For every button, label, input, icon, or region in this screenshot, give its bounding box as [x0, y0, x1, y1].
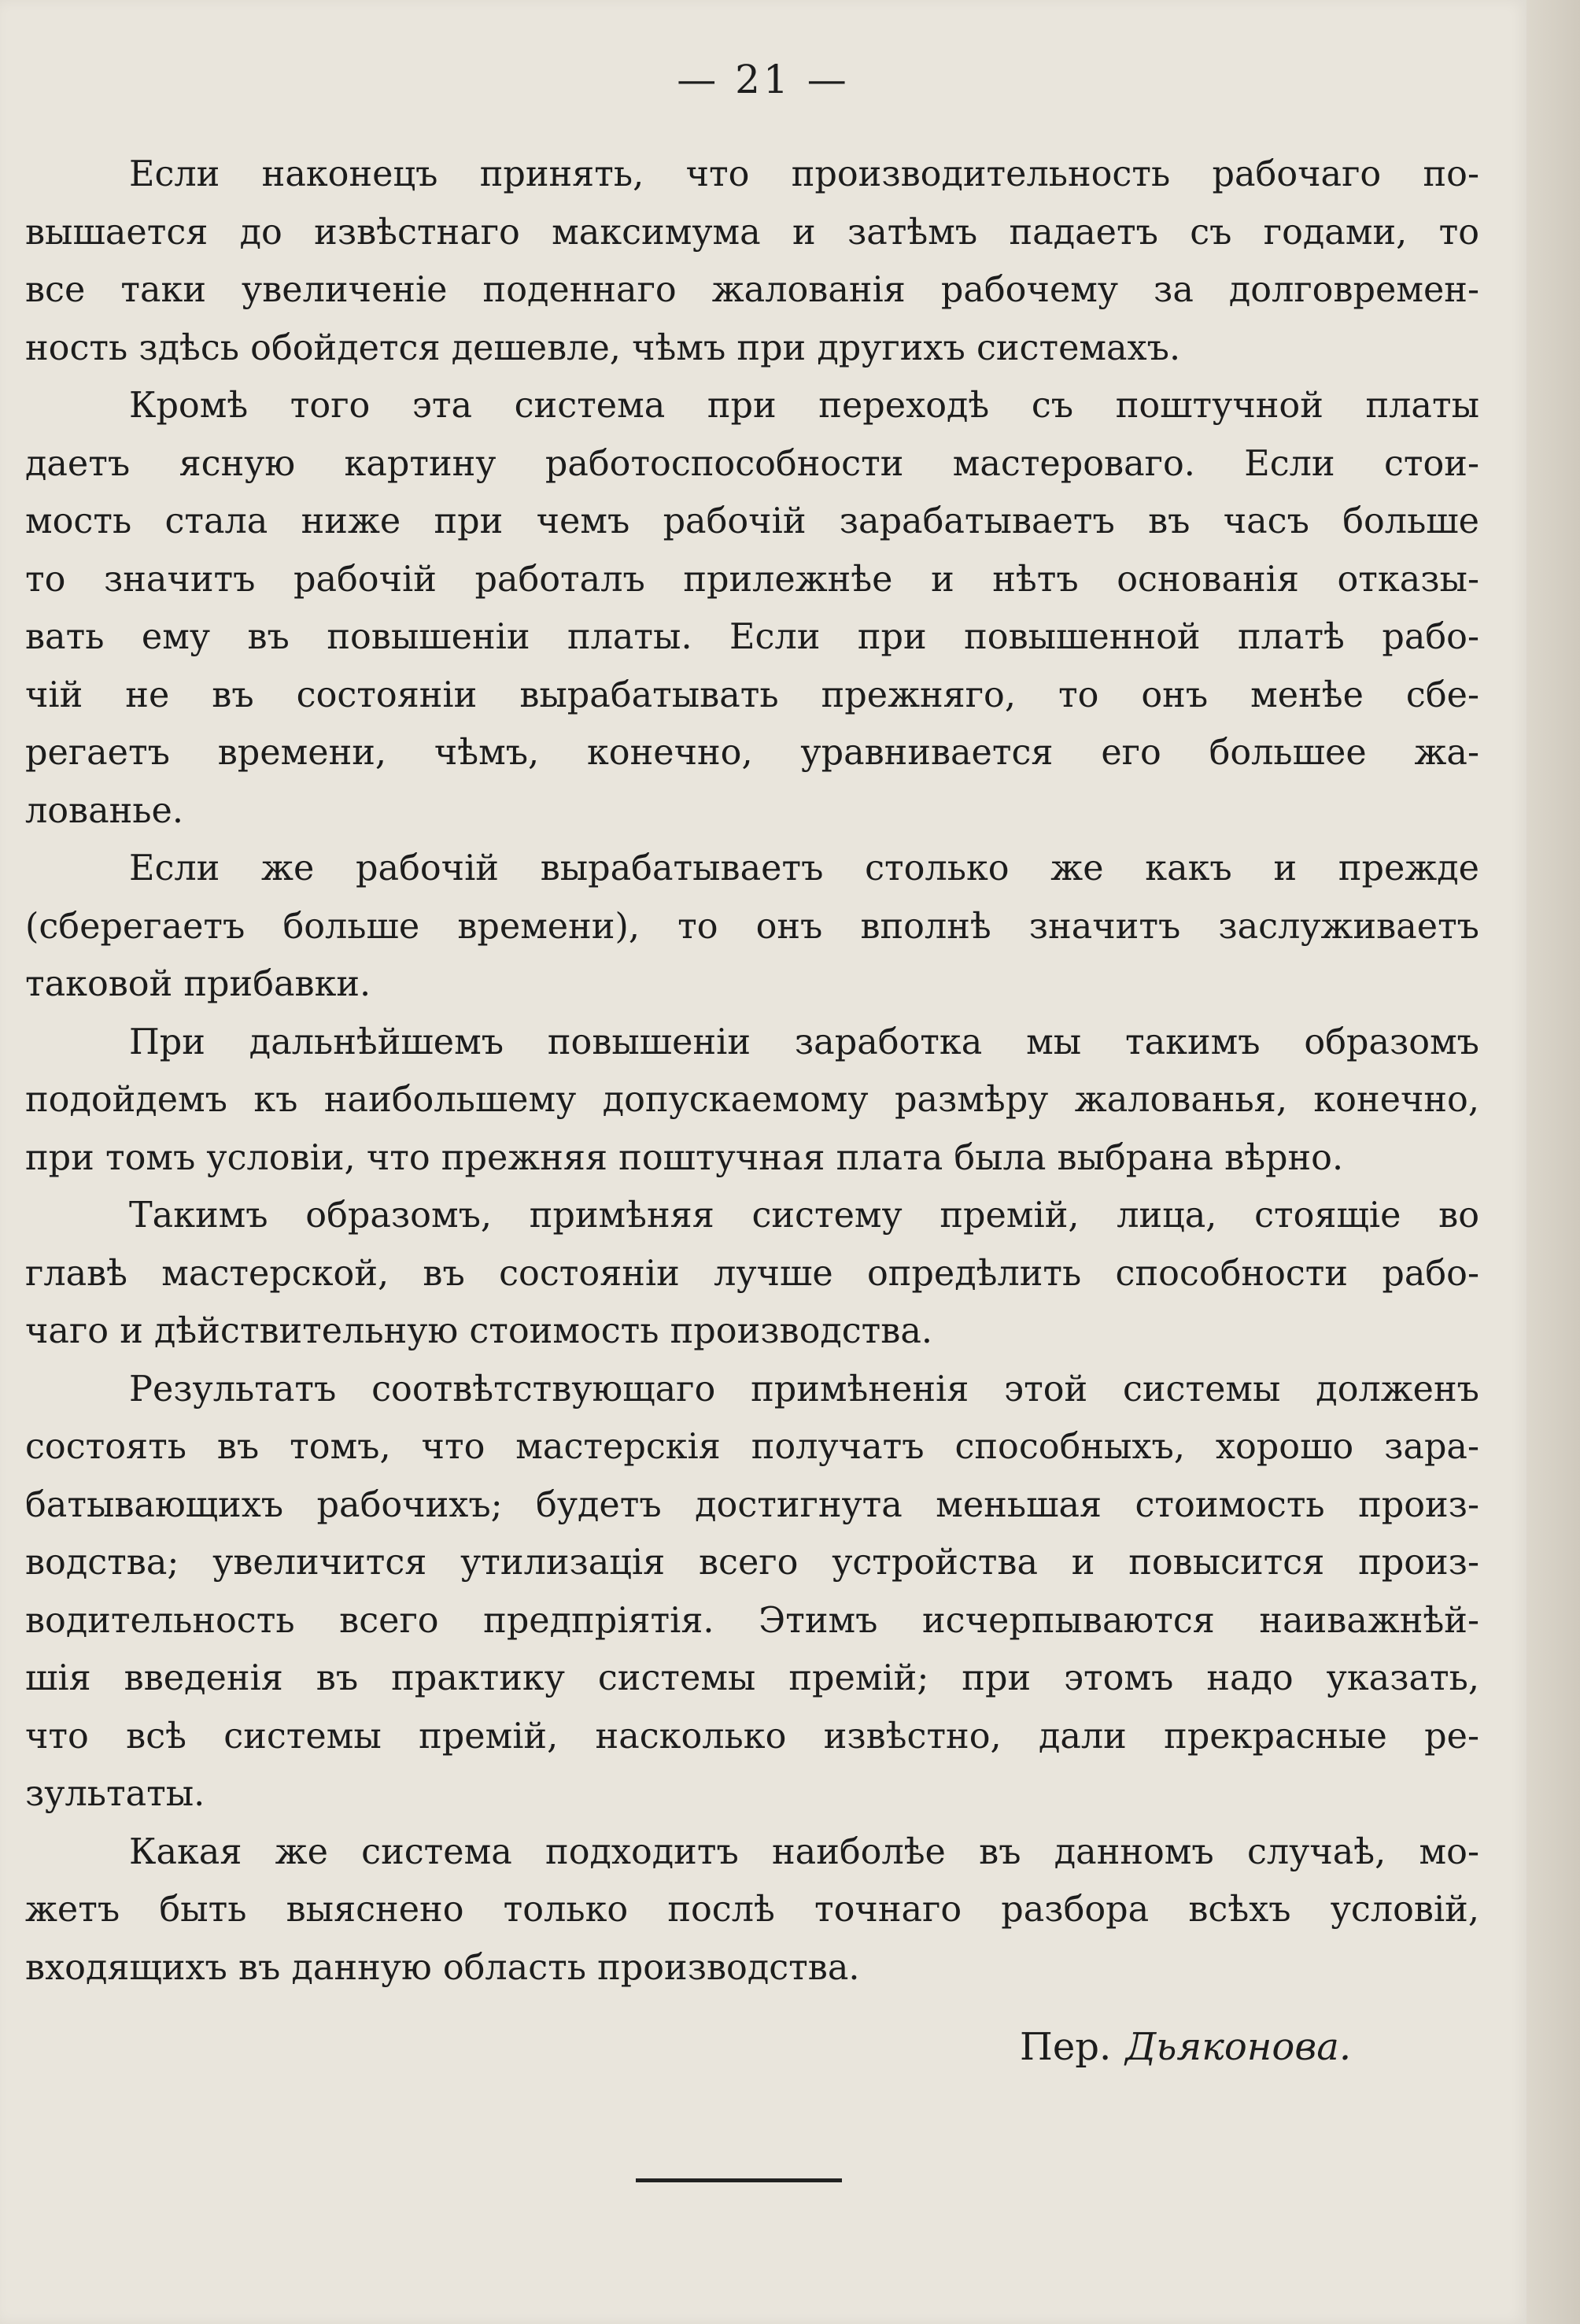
text-line: Результатъ соотвѣтствующаго примѣненія этой системы долженъ: [129, 1369, 1479, 1410]
text-line: регаетъ времени, чѣмъ, конечно, уравнивается его большее жа-: [25, 733, 1479, 773]
text-line: зультаты.: [25, 1774, 205, 1814]
text-line: вышается до извѣстнаго максимума и затѣмъ падаетъ съ годами, то: [25, 212, 1479, 253]
text-line: Какая же система подходитъ наиболѣе въ данномъ случаѣ, мо-: [129, 1831, 1479, 1872]
text-line: все таки увеличеніе поденнаго жалованія рабочему за долговремен-: [25, 270, 1479, 310]
text-line: даетъ ясную картину работоспособности мастероваго. Если стои-: [25, 443, 1479, 484]
text-line: таковой прибавки.: [25, 964, 371, 1004]
translator-name: Дьяконова.: [1125, 2025, 1352, 2069]
text-line: чаго и дѣйствительную стоимость производства.: [25, 1311, 933, 1351]
text-line: при томъ условіи, что прежняя поштучная плата была выбрана вѣрно.: [25, 1137, 1344, 1178]
text-line: Такимъ образомъ, примѣняя систему премій, лица, стоящіе во: [129, 1195, 1479, 1236]
page-number: — 21 —: [677, 57, 850, 102]
text-line: вать ему въ повышеніи платы. Если при повышенной платѣ рабо-: [25, 617, 1479, 657]
signature-prefix: Пер.: [1020, 2025, 1112, 2069]
paragraph: [25, 146, 1479, 377]
text-line: водства; увеличится утилизація всего устройства и повысится произ-: [25, 1543, 1479, 1583]
text-line: состоять въ томъ, что мастерскія получатъ способныхъ, хорошо зара-: [25, 1427, 1479, 1467]
text-line: подойдемъ къ наибольшему допускаемому размѣру жалованья, конечно,: [25, 1080, 1479, 1120]
paragraph: [25, 840, 1479, 1014]
text-line: жетъ быть выяснено только послѣ точнаго разбора всѣхъ условій,: [25, 1890, 1479, 1930]
text-line: (сберегаетъ больше времени), то онъ вполнѣ значитъ заслуживаетъ: [25, 906, 1479, 947]
paragraph: [25, 1014, 1479, 1188]
paragraph: [25, 1361, 1479, 1823]
text-line: входящихъ въ данную область производства.: [25, 1947, 860, 1988]
text-line: батывающихъ рабочихъ; будетъ достигнута меньшая стоимость произ-: [25, 1484, 1479, 1525]
text-line: мость стала ниже при чемъ рабочій зарабатываетъ въ часъ больше: [25, 501, 1479, 541]
text-line: шія введенія въ практику системы премій; при этомъ надо указать,: [25, 1658, 1479, 1698]
paragraph: [25, 1823, 1479, 1997]
body-text: [25, 146, 1479, 1997]
text-line: водительность всего предпріятія. Этимъ исчерпываются наиважнѣй-: [25, 1600, 1479, 1641]
text-line: чій не въ состояніи вырабатывать прежняго, то онъ менѣе сбе-: [25, 674, 1479, 715]
text-line: Кромѣ того эта система при переходѣ съ поштучной платы: [129, 386, 1479, 426]
text-line: то значитъ рабочій работалъ прилежнѣе и нѣтъ основанія отказы-: [25, 559, 1479, 600]
paragraph: [25, 1187, 1479, 1361]
text-line: Если же рабочій вырабатываетъ столько же какъ и прежде: [129, 848, 1479, 889]
text-line: ность здѣсь обойдется дешевле, чѣмъ при другихъ системахъ.: [25, 327, 1181, 368]
translator-signature: [1020, 2025, 1492, 2069]
text-line: При дальнѣйшемъ повышеніи заработка мы такимъ образомъ: [129, 1022, 1479, 1062]
text-line: Если наконецъ принять, что производительность рабочаго по-: [129, 154, 1479, 194]
adjacent-page-edge: [1526, 0, 1580, 2324]
text-line: что всѣ системы премій, насколько извѣстно, дали прекрасные ре-: [25, 1716, 1479, 1757]
text-line: главѣ мастерской, въ состояніи лучше опредѣлить способности рабо-: [25, 1253, 1479, 1294]
closing-rule: [636, 2178, 842, 2182]
text-line: лованье.: [25, 790, 184, 831]
paragraph: [25, 377, 1479, 840]
